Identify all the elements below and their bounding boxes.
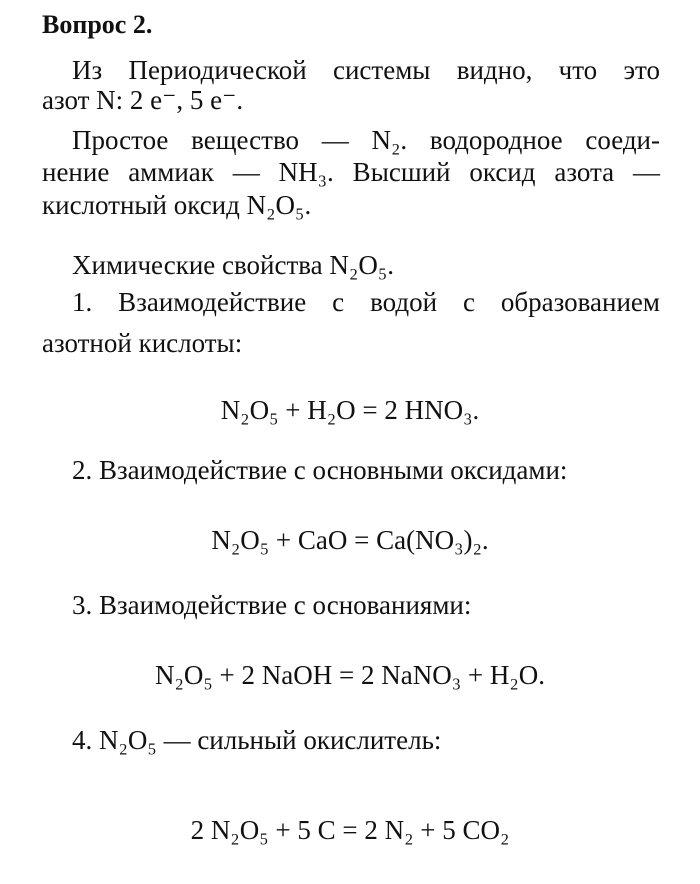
equation: N₂O₅ + CaO = Ca(NO₃)₂. xyxy=(211,525,489,555)
equation: 2 N₂O₅ + 5 C = 2 N₂ + 5 CO₂ xyxy=(190,815,510,845)
list-item: 1. Взаимодействие с водой с образованием xyxy=(72,287,660,317)
paragraph-line: азот N: 2 e⁻, 5 e⁻. xyxy=(42,85,244,115)
equation: N₂O₅ + 2 NaOH = 2 NaNO₃ + H₂O. xyxy=(154,660,546,690)
paragraph-line: нение аммиак — NH₃. Высший оксид азота — xyxy=(42,157,660,187)
paragraph-line: Из Периодической системы видно, что это xyxy=(72,55,660,85)
paragraph-line: Простое вещество — N₂. водородное соеди- xyxy=(72,125,660,155)
list-item: 3. Взаимодействие с основаниями: xyxy=(72,590,472,620)
question-title: Вопрос 2. xyxy=(42,10,153,39)
list-item: 4. N₂O₅ — сильный окислитель: xyxy=(72,725,442,755)
paragraph-line: кислотный оксид N₂O₅. xyxy=(42,190,312,220)
section-heading: Химические свойства N₂O₅. xyxy=(72,250,394,280)
list-item: 2. Взаимодействие с основными оксидами: xyxy=(72,455,568,485)
list-item-continuation: азотной кислоты: xyxy=(42,328,243,358)
equation: N₂O₅ + H₂O = 2 HNO₃. xyxy=(220,395,480,425)
